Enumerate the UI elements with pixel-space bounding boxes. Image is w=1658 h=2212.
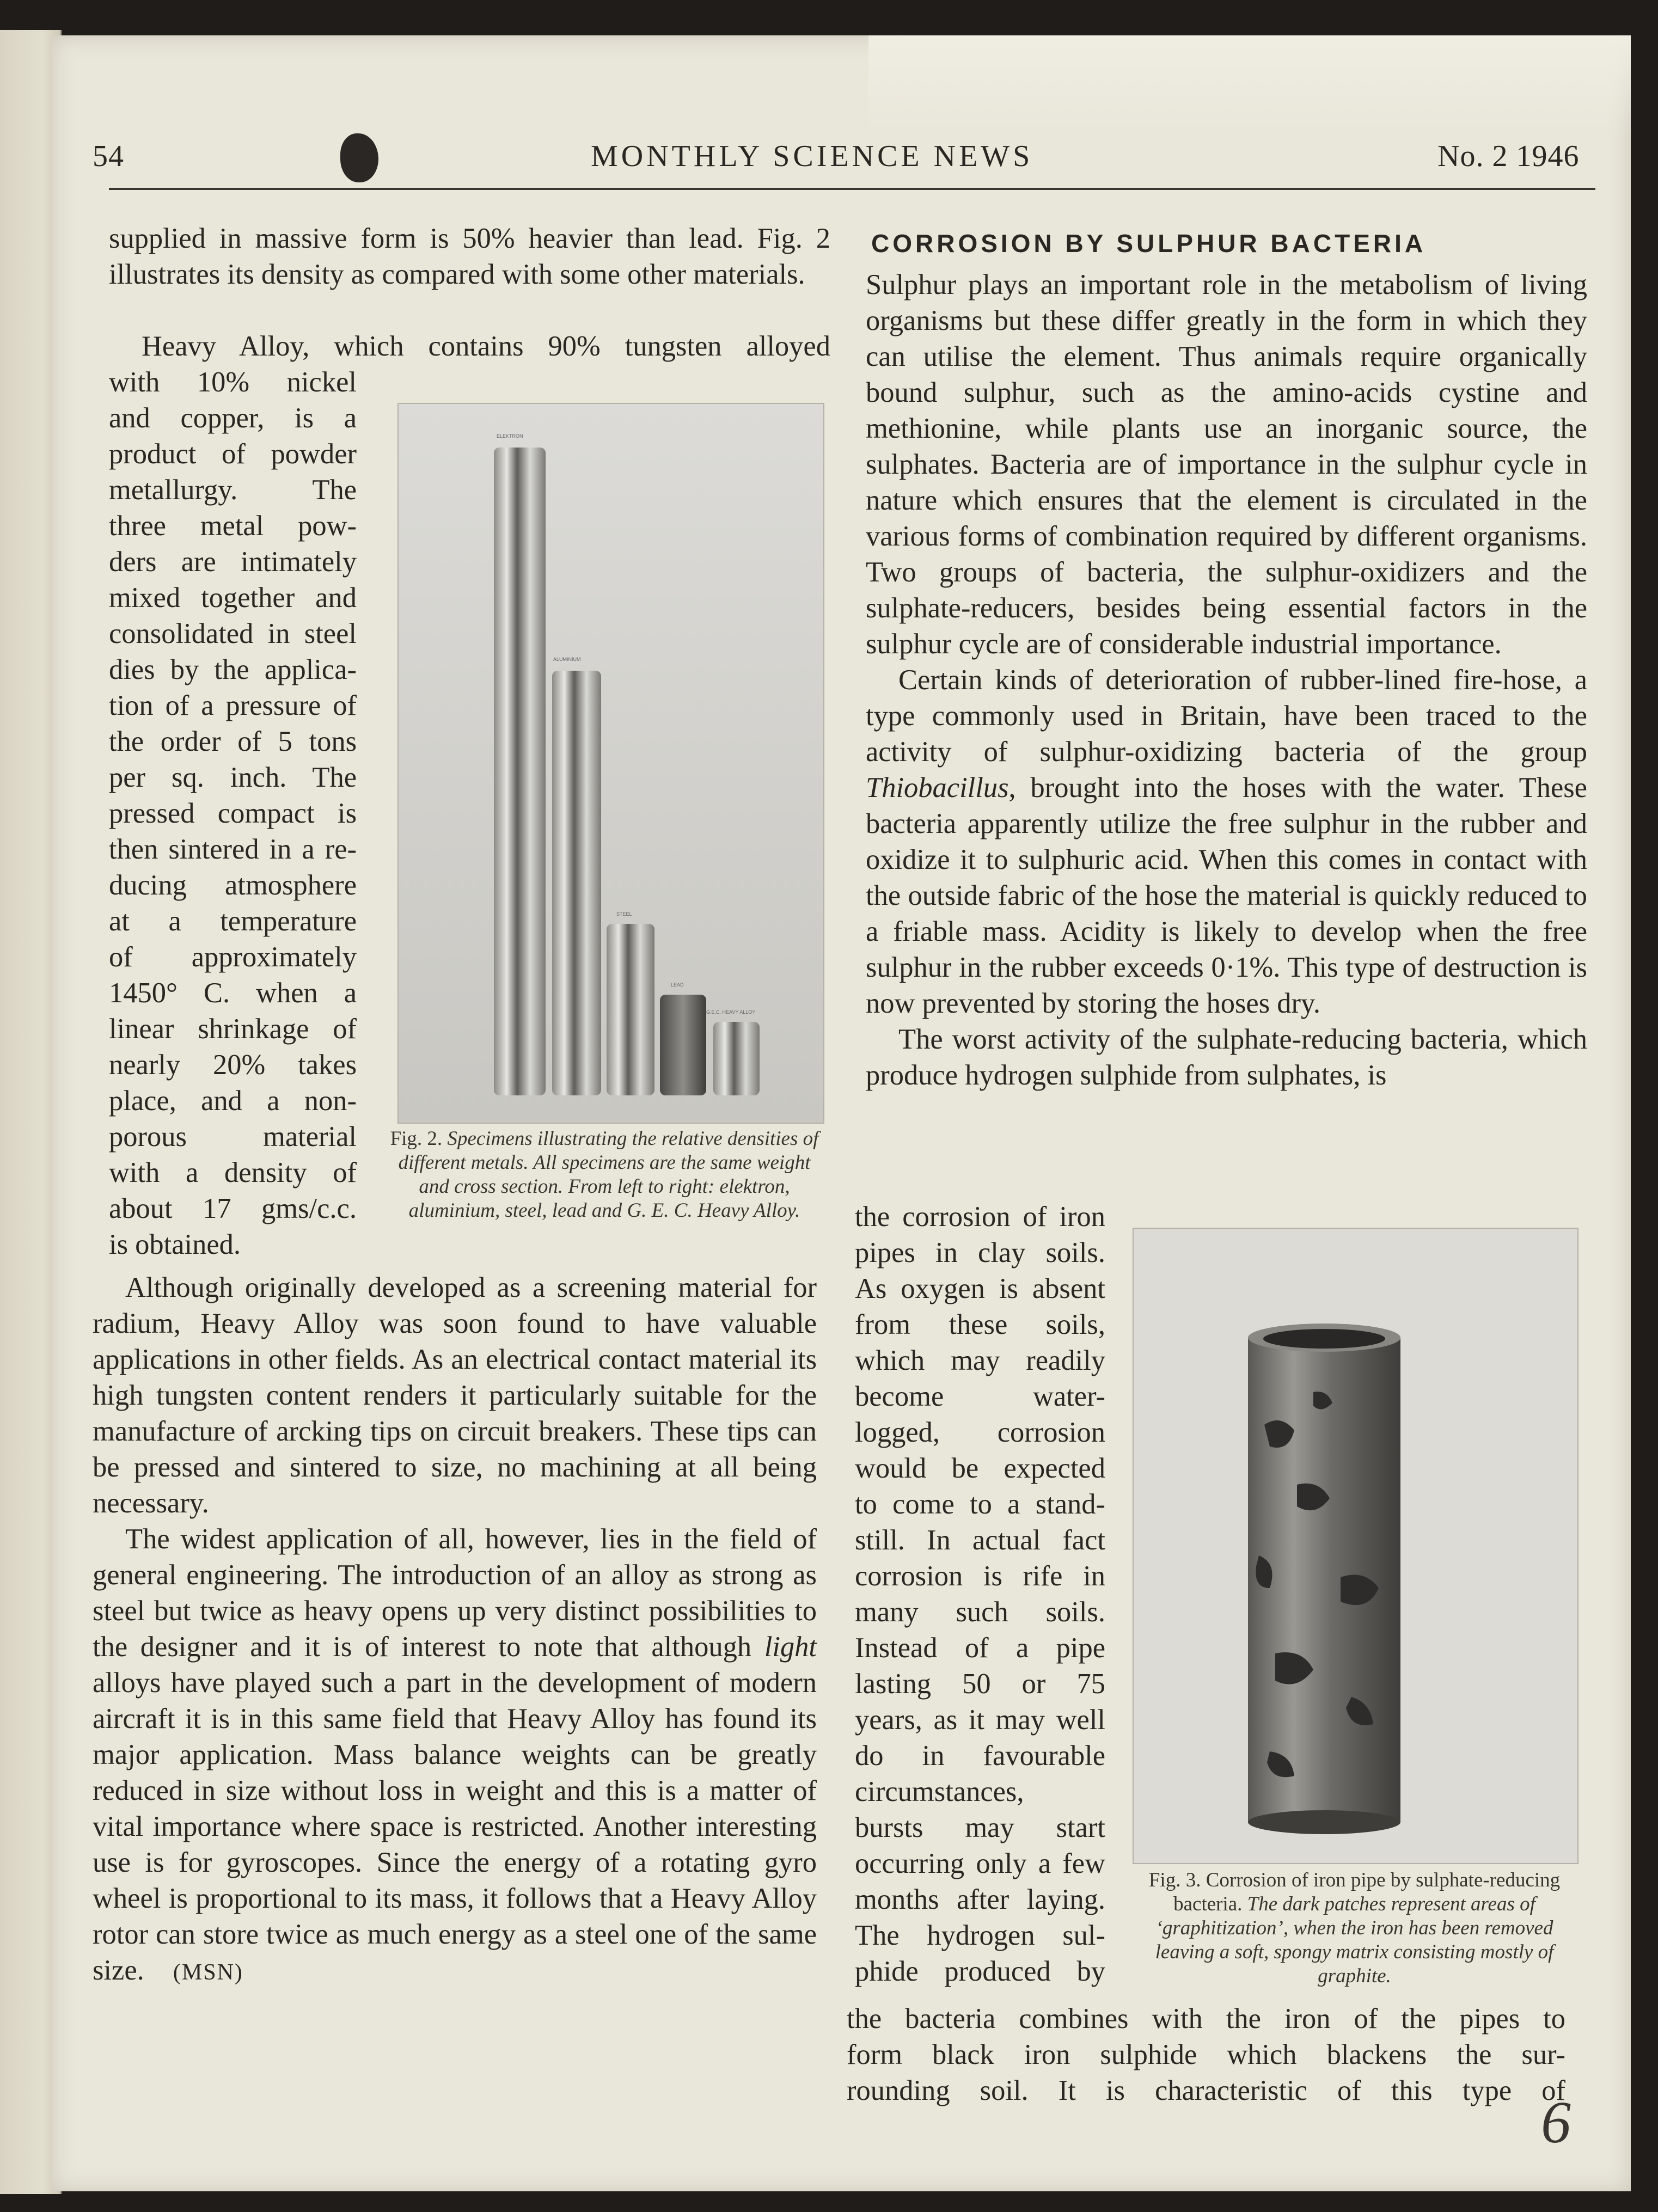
lead-rod (660, 995, 706, 1095)
figure-2-label: Fig. 2. (390, 1128, 443, 1150)
text-line: three metal pow- (109, 510, 357, 542)
text-line: with 10% nickel (109, 366, 357, 398)
rod-label-elektron: ELEKTRON (497, 433, 523, 439)
article-heading: CORROSION BY SULPHUR BACTERIA (871, 229, 1427, 258)
text-line: logged, corrosion (855, 1417, 1105, 1448)
aluminium-rod (552, 671, 601, 1095)
text-line: occurring only a few (855, 1848, 1105, 1879)
figure-3-label: Fig. 3. (1148, 1869, 1201, 1891)
text-line: nearly 20% takes (109, 1049, 357, 1081)
pipe-base (1248, 1810, 1400, 1834)
left-intro-text: supplied in massive form is 50% heavier than lead. Fig. 2 illustrates its density as compared with some other materials. (109, 223, 830, 290)
right-tail-lines (847, 2001, 1565, 2109)
figure-2-photo (397, 403, 824, 1124)
text-line: rounding soil. It is characteristic of this type of (847, 2075, 1565, 2106)
rod-label-aluminium: ALUMINIUM (553, 657, 581, 662)
page-number: 54 (93, 139, 124, 173)
left-paragraph-2: Although originally developed as a screening material for radium, Heavy Alloy was soon found to have valuable applications in other fields. As an electrical contact material its high tungsten content renders it particularly suitable for the manufacture of arcking tips on circuit breakers. These tips can be pressed and sintered to size, no machining at all being necessary. (93, 1272, 817, 1519)
text-line: do in favourable (855, 1740, 1105, 1772)
right-paragraph-2-a: Certain kinds of deterioration of rubber-lined fire-hose, a type commonly used in Britain, have been traced to the activity of sulphur-oxidizing bacteria of the group (866, 664, 1587, 768)
corroded-pipe-image (1134, 1229, 1577, 1863)
text-line: pipes in clay soils. (855, 1237, 1105, 1269)
text-line: mixed together and (109, 582, 357, 614)
right-paragraph-1: Sulphur plays an important role in the metabolism of living organisms but these differ greatly in the form in which they can utilise the element. Thus animals require organically bound sulphur, such as the amino-acids cystine and methionine, while plants use an inorganic source, the sulphates. Bacteria are of importance in the sulphur cycle in nature which ensures that the element is circulated in the various forms of combination required by different organisms. Two groups of bacteria, the sulphur-oxidizers and the sulphate-reducers, besides being essential factors in the sulphur cycle are of considerable industrial importance. (866, 269, 1587, 660)
left-lower-text (93, 1270, 817, 1990)
figure-2-caption (381, 1127, 828, 1223)
steel-rod (607, 924, 654, 1095)
text-line: Instead of a pipe (855, 1632, 1105, 1664)
text-line: form black iron sulphide which blackens the sur- (847, 2039, 1565, 2070)
text-line: about 17 gms/c.c. (109, 1193, 357, 1224)
text-line: would be expected (855, 1453, 1105, 1484)
text-line: ders are intimately (109, 546, 357, 578)
right-paragraph-2-b: , brought into the hoses with the water. These bacteria apparently utilize the free sulphur in the rubber and oxidize it to sulphuric acid. When this comes in contact with the outside fabric of the hose the material is quickly reduced to a friable mass. Acidity is likely to develop when the free sulphur in the rubber exceeds 0·1%. This type of destruction is now prevented by storing the hoses dry. (866, 772, 1587, 1019)
text-line: product of powder (109, 438, 357, 470)
text-line: is obtained. (109, 1229, 241, 1260)
text-line: place, and a non- (109, 1085, 357, 1117)
figure-2-caption-text: Specimens illustrating the relative densities of different metals. All specimens are the same weight and cross section. From left to right: elektron, aluminium, steel, lead and G. E. C. Heavy Alloy. (398, 1128, 819, 1222)
text-line: per sq. inch. The (109, 762, 357, 793)
text-line: and copper, is a (109, 402, 357, 434)
rod-label-heavy-alloy: G.E.C. HEAVY ALLOY (706, 1009, 756, 1015)
handwritten-page-mark: 6 (1541, 2089, 1571, 2155)
right-upper-text (866, 267, 1587, 1093)
text-line: linear shrinkage of (109, 1013, 357, 1045)
text-line: porous material (109, 1121, 357, 1153)
text-line: the order of 5 tons (109, 726, 357, 757)
left-paragraph-3-a: The widest application of all, however, lies in the field of general engineering. The introduction of an alloy as strong as steel but twice as heavy opens up very distinct possibilities to the designer and it is of interest to note that although (93, 1523, 817, 1663)
right-paragraph-2-em: Thiobacillus (866, 772, 1009, 804)
rod-label-steel: STEEL (616, 911, 632, 917)
rod-label-lead: LEAD (671, 982, 684, 988)
pipe-opening (1263, 1329, 1385, 1349)
text-line: ducing atmosphere (109, 869, 357, 901)
issue-number: No. 2 1946 (1437, 139, 1580, 173)
text-line: circumstances, (855, 1776, 1024, 1807)
text-line: dies by the applica- (109, 654, 357, 685)
text-line: become water- (855, 1381, 1105, 1412)
text-line: which may readily (855, 1345, 1105, 1376)
figure-3-photo (1133, 1228, 1579, 1864)
text-line: at a temperature (109, 905, 357, 937)
text-line: metallurgy. The (109, 474, 357, 506)
left-paragraph-3-em: light (764, 1631, 817, 1663)
paper-fold (868, 35, 1631, 133)
text-line: the bacteria combines with the iron of the pipes to (847, 2003, 1565, 2035)
text-line: months after laying. (855, 1884, 1105, 1915)
left-paragraph-3-b: alloys have played such a part in the development of modern aircraft it is in this same field that Heavy Alloy has found its major application. Mass balance weights can be greatly reduced in size without loss in weight and this is a matter of vital importance where space is restricted. Another interesting use is for gyroscopes. Since the energy of a rotating gyro wheel is proportional to its mass, it follows that a Heavy Alloy rotor can store twice as much energy as a steel one of the same size. (93, 1667, 817, 1986)
right-narrow-column (855, 1199, 1105, 1989)
right-paragraph-2 (866, 662, 1587, 1021)
text-line: many such soils. (855, 1596, 1105, 1628)
text-line: of approximately (109, 941, 357, 973)
text-line: The hydrogen sul- (855, 1920, 1105, 1951)
figure-3-caption-em: The dark patches represent areas of ‘graphitization’, when the iron has been removed leaving a soft, spongy matrix consisting mostly of graphite. (1155, 1893, 1554, 1987)
punch-hole (340, 133, 378, 182)
text-line: then sintered in a re- (109, 834, 357, 865)
text-line: tion of a pressure of (109, 690, 357, 721)
text-line: 1450° C. when a (109, 977, 357, 1009)
heavy-alloy-rod (713, 1022, 760, 1095)
text-line: As oxygen is absent (855, 1273, 1105, 1304)
elektron-rod (494, 448, 546, 1095)
figure-3-caption (1133, 1868, 1576, 1988)
text-line: with a density of (109, 1157, 357, 1188)
publication-title: MONTHLY SCIENCE NEWS (591, 139, 1033, 173)
source-tag: (MSN) (173, 1960, 243, 1985)
text-line: the corrosion of iron (855, 1201, 1105, 1233)
text-line: years, as it may well (855, 1704, 1105, 1736)
text-line: corrosion is rife in (855, 1560, 1105, 1592)
text-line: to come to a stand- (855, 1488, 1105, 1520)
text-line: Heavy Alloy, which contains 90% tungsten alloyed (142, 330, 830, 362)
text-line: bursts may start (855, 1812, 1105, 1843)
right-paragraph-3-intro: The worst activity of the sulphate-reducing bacteria, which produce hydrogen sulphide from sulphates, is (866, 1024, 1587, 1091)
text-line: pressed compact is (109, 798, 357, 829)
header-rule (109, 188, 1595, 190)
left-intro (109, 220, 830, 292)
left-paragraph-3 (93, 1521, 817, 1990)
text-line: still. In actual fact (855, 1524, 1105, 1556)
text-line: consolidated in steel (109, 618, 357, 649)
text-line: lasting 50 or 75 (855, 1668, 1105, 1700)
metal-specimens-image (399, 404, 823, 1123)
text-line: from these soils, (855, 1309, 1105, 1340)
figure-3-caption-plain: Corrosion of iron pipe by sulphate-reducing bacteria. (1173, 1869, 1561, 1915)
text-line: phide produced by (855, 1956, 1105, 1987)
